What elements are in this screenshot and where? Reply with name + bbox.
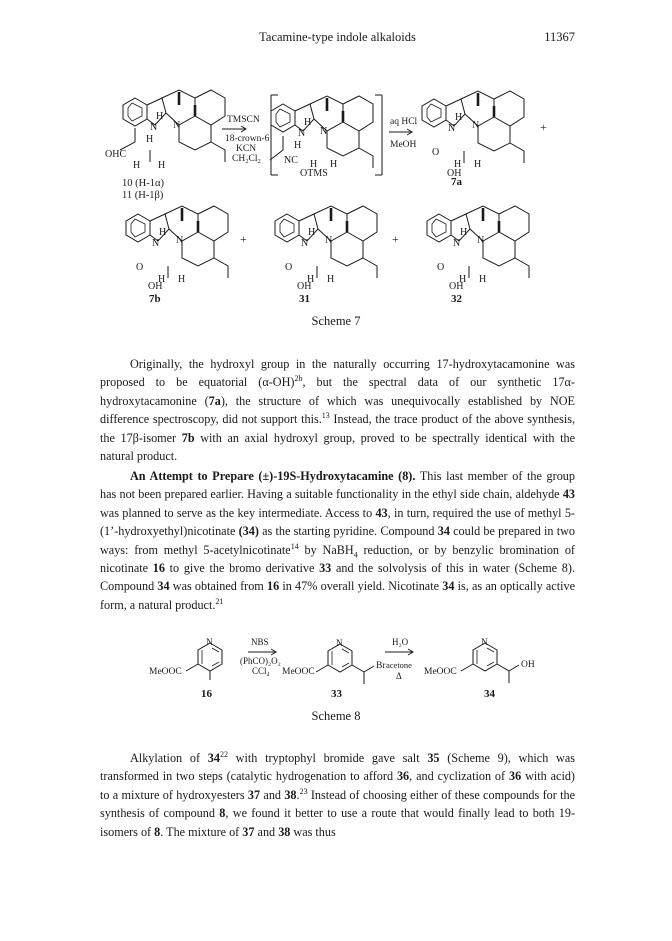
running-title: Tacamine-type indole alkaloids [259, 30, 416, 44]
atom-label: N [173, 120, 181, 131]
atom-label: H [327, 274, 335, 285]
atom-label: H [156, 111, 164, 122]
reagent-crown: 18-crown-6 [225, 134, 270, 144]
atom-label: OH [447, 168, 462, 179]
atom-label: NC [284, 155, 298, 166]
atom-label: N [477, 235, 485, 246]
reagent-water: H₂O [392, 637, 409, 647]
scheme7-caption: Scheme 7 [311, 314, 361, 328]
atom-label: H [304, 117, 312, 128]
label-33: 33 [331, 688, 342, 700]
atom-label: MeOOC [424, 667, 457, 677]
compound-34-structure [461, 643, 519, 683]
label-7a: 7a [451, 176, 462, 188]
atom-label: N [325, 235, 333, 246]
atom-label: N [453, 238, 461, 249]
atom-label: OTMS [300, 168, 328, 179]
label-31: 31 [299, 293, 310, 305]
atom-label: O [437, 262, 445, 273]
atom-label: N [301, 238, 309, 249]
scheme8-caption: Scheme 8 [311, 709, 361, 723]
section-heading: An Attempt to Prepare (±)-19S-Hydroxytacamine (8). [130, 469, 416, 483]
atom-label: H [454, 159, 462, 170]
atom-label: H [310, 159, 318, 170]
reagent-kcn: KCN [236, 144, 257, 154]
label-7b: 7b [149, 293, 161, 305]
atom-label: H [307, 274, 315, 285]
atom-label: H [330, 159, 338, 170]
atom-label: H [159, 227, 167, 238]
atom-label: H [178, 274, 186, 285]
atom-label: OH [449, 281, 464, 292]
atom-label: H [455, 112, 463, 123]
paragraph-2: An Attempt to Prepare (±)-19S-Hydroxytacamine (8). This last member of the group has not been prepared earlier. Having a suitable functionality in the ethyl side chain, aldehyde 43 was planned to serve as the key intermediate. Access to 43, in turn, required the use of methyl 5-(1’-hydroxyethyl)nicotinate (34) as the starting pyridine. Compound 34 could be prepared in two ways: from methyl 5-acetylnicotinate$^{14}$ by NaBH$_4$ reduction, or by benzylic bromination of nicotinate 16 to give the bromo derivative 33 and the solvolysis of this in water (Scheme 8). Compound 34 was obtained from 16 in 47% overall yield. Nicotinate 34 is, as an optically active form, a natural product.$^{21}$ [100, 469, 576, 612]
reagent-nbs: NBS [251, 637, 269, 647]
atom-label: N [176, 235, 184, 246]
label-10: 10 (H-1α) [122, 178, 164, 189]
compound-16-structure [186, 643, 222, 680]
atom-label: MeOOC [149, 667, 182, 677]
reagent-tmscn: TMSCN [227, 115, 260, 125]
reagent-aq-hcl: aq HCl [390, 117, 418, 127]
reagent-acetone: acetone [386, 660, 412, 670]
atom-label: MeOOC [282, 667, 315, 677]
plus-sign: + [540, 120, 547, 134]
paragraph-3: Alkylation of $34^{22}$ with tryptophyl bromide gave salt 35 (Scheme 9), which was transformed in two steps (catalytic hydrogenation to afford 36, and cyclization of 36 with acid) to a mixture of hydroxyesters 37 and 38.23 Instead of choosing either of these compounds for the synthesis of compound 8, we found it better to use a route that would finally lead to both 19-isomers of 8. The mixture of 37 and 38 was thus [100, 749, 575, 839]
atom-label: OH [148, 281, 163, 292]
atom-label: OH [297, 281, 312, 292]
atom-label: N [481, 638, 488, 648]
atom-label: N [206, 638, 213, 648]
atom-label: Br [376, 661, 386, 671]
atom-label: N [298, 128, 306, 139]
atom-label: OH [521, 660, 535, 670]
atom-label: OHC [105, 149, 127, 160]
plus-sign: + [240, 232, 247, 246]
plus-sign: + [392, 232, 399, 246]
reagent-ccl4: CCl₄ [252, 666, 270, 676]
atom-label: H [308, 227, 316, 238]
atom-label: H [146, 134, 154, 145]
atom-label: O [285, 262, 293, 273]
atom-label: H [294, 140, 302, 151]
atom-label: O [136, 262, 144, 273]
atom-label: H [479, 274, 487, 285]
atom-label: N [448, 123, 456, 134]
atom-label: N [150, 122, 158, 133]
label-32: 32 [451, 293, 462, 305]
atom-label: N [472, 120, 480, 131]
page-number: 11367 [544, 30, 575, 44]
label-11: 11 (H-1β) [122, 190, 164, 201]
reagent-delta: Δ [396, 671, 402, 681]
label-34: 34 [484, 688, 495, 700]
atom-label: O [432, 147, 440, 158]
atom-label: H [460, 227, 468, 238]
atom-label: N [152, 238, 160, 249]
reagent-meoh: MeOH [390, 140, 417, 150]
label-16: 16 [201, 688, 212, 700]
atom-label: H [133, 160, 141, 171]
paragraph-1: Originally, the hydroxyl group in the naturally occurring 17-hydroxytacamonine was proposed to be equatorial $(\alpha-OH)^{2b}$, but the spectral data of our synthetic 17α-hydroxytacamonine (7a), the structure of which was unequivocally established by NOE difference spectroscopy, did not support this.$^{13}$ Instead, the trace product of the above synthesis, the 17β-isomer 7b with an axial hydroxyl group, proved to be spectrally identical with the natural product. [100, 357, 575, 464]
atom-label: H [459, 274, 467, 285]
atom-label: N [336, 639, 343, 649]
reagent-peroxide: (PhCO)₂O₂ [240, 656, 281, 666]
atom-label: H [474, 159, 482, 170]
reagent-ch2cl2: CH₂Cl₂ [232, 154, 261, 164]
atom-label: H [158, 274, 166, 285]
atom-label: H [158, 160, 166, 171]
atom-label: N [320, 126, 328, 137]
compound-33-structure [316, 644, 374, 684]
